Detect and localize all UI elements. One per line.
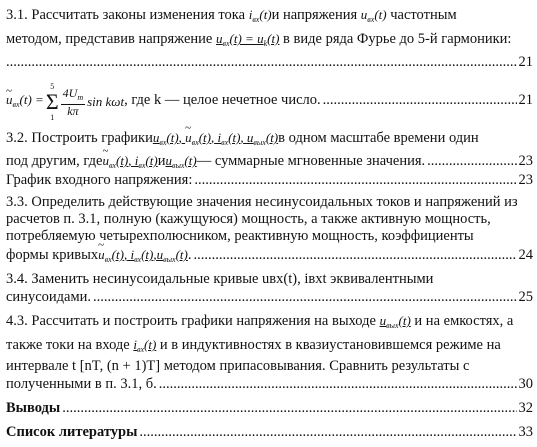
section-3-2-line-2: под другим, где ~ $u_{вх}(t)$, $i_{вх}(t)$ и $u_{вых}(t)$ — суммарные мгновенные значения. ..... 23 [6, 152, 533, 174]
references-label: Список литературы [6, 424, 138, 440]
conclusions-label: Выводы [6, 400, 61, 416]
sum-symbols: ~ $u_{вх}(t)$, $i_{вх}(t)$ [102, 152, 157, 174]
toc-formula-3-1 [6, 82, 533, 122]
leader-dots [93, 289, 516, 306]
section-3-4-line-1: 3.4. Заменить несинусоидальные кривые uвх(t), iвхt эквивалентными [6, 271, 434, 287]
text: и в индуктивностях в квазиустановившемся режиме на [156, 337, 501, 353]
leader-dots [6, 54, 517, 71]
text: и напряжения [271, 7, 361, 23]
section-3-1-line-2 [6, 30, 533, 52]
voltage-equation: $u_{вх}(t) = u_k(t)$ [216, 31, 280, 48]
page-number: 25 [518, 289, 533, 305]
toc-leader-3-1-a [6, 54, 533, 71]
leader-dots [159, 376, 517, 393]
page-number: 23 [518, 172, 533, 188]
toc-references[interactable] [6, 424, 533, 441]
page-number: 24 [518, 247, 533, 263]
text: График входного напряжения: [6, 172, 193, 188]
fourier-formula: ~ $u_{вх}(t)$ = 5 Σ 1 $\frac{4U_m}{k\pi}$ sin kωt [6, 82, 124, 122]
text: — суммарные мгновенные значения. [196, 153, 426, 169]
curve-symbols: ~ $u_{вх}(t)$, $i_{вх}(t),u_{вых}(t)$ [98, 246, 188, 268]
section-4-3-line-3: интервале t [nT, (n + 1)T] методом припасовывания. Сравнить результаты с [6, 358, 470, 374]
section-3-3-line-3: потребляемую четырехполюсником, реактивную мощность, коэффициенты [6, 228, 474, 244]
toc-input-voltage-plot [6, 172, 533, 189]
text: под другим, где [6, 153, 103, 169]
section-4-3-line-2: также токи на входе $i_{вх}(t)$ и в индуктивностях в квазиустановившемся режиме на [6, 337, 501, 354]
current-in-symbol: $i_{вх}(t)$ [248, 7, 272, 24]
section-3-3-line-2: расчетов п. 3.1, полную (кажущуюся) мощность, а также активную мощность, [6, 211, 491, 227]
page-number: 33 [518, 424, 533, 440]
section-4-3-line-4 [6, 376, 533, 393]
page-number: 32 [518, 400, 533, 416]
text: в виде ряда Фурье до 5-й гармоники: [279, 31, 512, 47]
leader-dots [139, 424, 516, 441]
text: полученными в п. 3.1, б. [6, 376, 157, 392]
sum-sign: 5 Σ 1 [45, 82, 59, 122]
text: в одном масштабе времени один [278, 130, 479, 146]
section-3-1-line-1 [6, 6, 533, 28]
text: 3.1. Рассчитать законы изменения тока [6, 7, 249, 23]
section-3-3-line-1: 3.3. Определить действующие значения несинусоидальных токов и напряжений из [6, 194, 518, 210]
text: , где k — целое нечетное число. [124, 91, 321, 108]
leader-dots [194, 172, 516, 189]
plot-symbols: $u_{вх}(t)$, ~ $u_{вх}(t)$, $i_{вх}(t)$, $u_{вых}(t)$ [153, 129, 278, 151]
leader-dots [62, 400, 516, 417]
section-3-2-line-1 [6, 129, 533, 151]
text: формы кривых [6, 247, 99, 263]
section-3-4-line-2 [6, 289, 533, 306]
text: 4.3. Рассчитать и построить графики напряжения на выходе [6, 313, 380, 329]
page-number: 30 [518, 376, 533, 392]
page-number: 21 [518, 54, 533, 70]
text: 3.2. Построить графики [6, 130, 153, 146]
text: методом, представив напряжение [6, 31, 216, 47]
text: частотным [386, 7, 457, 23]
page-number: 23 [518, 153, 533, 169]
leader-dots [427, 153, 516, 170]
leader-dots [323, 88, 517, 112]
section-4-3-line-1: 4.3. Рассчитать и построить графики напряжения на выходе $u_{вых}(t)$ и на емкостях, а [6, 313, 514, 330]
page-number: 21 [518, 91, 533, 108]
section-3-3-line-4: формы кривых ~ $u_{вх}(t)$, $i_{вх}(t),u_{вых}(t)$ . ..... 24 [6, 246, 533, 268]
text: синусоидами. [6, 289, 92, 305]
leader-dots [193, 247, 516, 264]
voltage-in-symbol: $u_{вх}(t)$ [360, 7, 387, 24]
fraction: $\frac{4U_m}{k\pi}$ [62, 85, 84, 118]
toc-conclusions[interactable] [6, 400, 533, 417]
sin-term: sin kωt [87, 94, 125, 109]
text: также токи на входе [6, 337, 134, 353]
text: и на емкостях, а [410, 313, 514, 329]
